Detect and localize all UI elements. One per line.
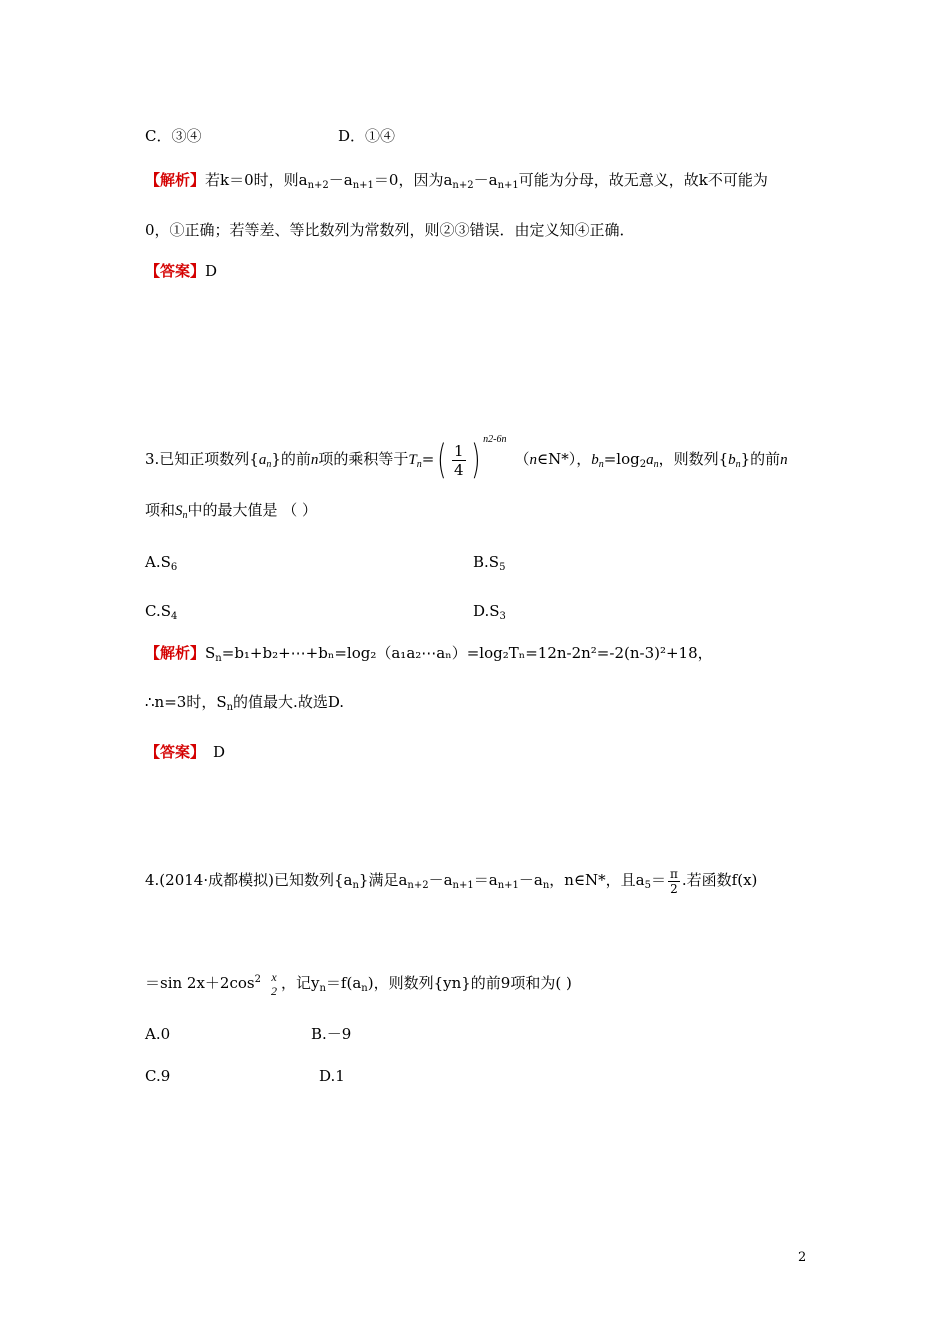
subscript: n xyxy=(361,983,368,994)
page-number: 2 xyxy=(798,1250,807,1265)
var: S xyxy=(175,503,183,519)
q2-analysis-line2: 0，①正确；若等差、等比数列为常数列，则②③错误．由定义知④正确． xyxy=(145,221,635,239)
var: a xyxy=(258,452,267,468)
text: 中的最大值是 （ ） xyxy=(187,501,318,519)
var: b xyxy=(728,452,736,468)
text: =b₁+b₂+⋯+bₙ=log₂（a₁a₂⋯aₙ）=log₂Tₙ=12n-2n²=-2(n-3)²+18， xyxy=(221,644,713,662)
text: .若函数f(x) xyxy=(681,871,758,889)
fraction-pi-over-2 xyxy=(668,867,680,896)
subscript: n xyxy=(598,459,604,470)
subscript: n+1 xyxy=(497,180,519,191)
text: －a xyxy=(428,871,453,889)
q2-option-c: C．③④ xyxy=(145,127,202,145)
var: n xyxy=(310,452,319,468)
left-paren: ( xyxy=(437,437,447,483)
q3-analysis-line1 xyxy=(145,643,713,669)
q3-analysis-line2 xyxy=(145,692,344,718)
subscript: n xyxy=(542,880,550,891)
q2-answer xyxy=(145,261,217,281)
q2-analysis-line1 xyxy=(145,170,768,196)
text: ＝0，因为a xyxy=(373,171,453,189)
text: C.S xyxy=(145,602,171,620)
subscript: n+1 xyxy=(352,180,374,191)
answer-tag: 【答案】 xyxy=(145,262,206,280)
text: 4.(2014·成都模拟)已知数列{a xyxy=(145,871,353,889)
q3-stem-line2 xyxy=(145,500,317,526)
subscript: n xyxy=(215,653,222,664)
q2-option-d: D．①④ xyxy=(338,127,396,145)
subscript: n+1 xyxy=(452,880,474,891)
q3-option-b xyxy=(473,552,505,578)
text: ，记y xyxy=(280,974,320,992)
superscript: 2 xyxy=(254,974,261,985)
text: 3.已知正项数列{ xyxy=(145,450,259,468)
q3-stem-line1 xyxy=(145,410,788,483)
subscript: n xyxy=(352,880,359,891)
numerator: π xyxy=(670,866,678,881)
text: 项和 xyxy=(145,501,176,519)
q4-option-b: B.－9 xyxy=(311,1025,352,1043)
subscript: n+2 xyxy=(452,180,474,191)
subscript: n+2 xyxy=(307,180,329,191)
subscript: n xyxy=(735,459,741,470)
text: }的前 xyxy=(271,450,311,468)
subscript: n xyxy=(182,510,188,521)
subscript: 2 xyxy=(639,459,647,470)
denominator: 4 xyxy=(453,460,464,479)
text: B.S xyxy=(473,553,500,571)
subscript: 3 xyxy=(499,611,506,622)
text: ∈N*）， xyxy=(536,450,592,468)
var: b xyxy=(591,452,599,468)
text: ，n∈N*，且a xyxy=(549,871,645,889)
subscript: n xyxy=(653,459,659,470)
text: }满足a xyxy=(358,871,408,889)
text: ，则数列{ xyxy=(658,450,729,468)
subscript: n xyxy=(319,983,326,994)
text: )，则数列{yn}的前9项和为( ) xyxy=(367,974,572,992)
subscript: 5 xyxy=(644,880,651,891)
analysis-tag: 【解析】 xyxy=(145,171,206,189)
text: ＝a xyxy=(473,871,498,889)
right-paren: ) xyxy=(470,437,480,483)
q4-option-a: A.0 xyxy=(145,1025,171,1043)
fraction-x-over-2 xyxy=(269,970,279,998)
text: －a xyxy=(473,171,498,189)
q4-option-d: D.1 xyxy=(319,1067,345,1085)
q3-option-d xyxy=(473,601,506,627)
subscript: n+2 xyxy=(407,880,429,891)
text: －a xyxy=(328,171,353,189)
text: 项的乘积等于 xyxy=(318,450,409,468)
text: 的值最大.故选D. xyxy=(233,693,345,711)
var: n xyxy=(780,452,788,468)
subscript: n xyxy=(226,702,234,713)
exponent: n2-6n xyxy=(483,434,507,445)
denominator: 2 xyxy=(270,984,277,998)
text: D.S xyxy=(473,602,500,620)
text: 若k＝0时，则a xyxy=(205,171,308,189)
answer-tag: 【答案】 xyxy=(145,743,206,761)
subscript: n xyxy=(266,459,272,470)
q3-answer xyxy=(145,742,225,762)
text: ＝f(a xyxy=(325,974,362,992)
subscript: n xyxy=(416,459,422,470)
subscript: 6 xyxy=(170,562,178,573)
var: n xyxy=(529,452,537,468)
analysis-tag: 【解析】 xyxy=(145,644,206,662)
answer-value: D xyxy=(213,743,226,761)
text: 可能为分母，故无意义，故k不可能为 xyxy=(518,171,768,189)
denominator: 2 xyxy=(670,881,678,896)
text: =log xyxy=(603,450,640,468)
q3-option-a xyxy=(145,552,177,578)
text: S xyxy=(205,644,216,662)
q4-stem-line1 xyxy=(145,860,757,900)
numerator: 1 xyxy=(453,441,464,460)
answer-value: D xyxy=(205,262,218,280)
subscript: n+1 xyxy=(497,880,519,891)
text: （ xyxy=(514,450,530,468)
q4-stem-line2 xyxy=(145,960,572,1000)
text: ＝ xyxy=(651,871,667,889)
text: ∴n=3时，S xyxy=(145,693,227,711)
text: ＝sin 2x＋2cos xyxy=(145,974,255,992)
subscript: 4 xyxy=(171,611,178,622)
q3-option-c xyxy=(145,601,177,627)
numerator: x xyxy=(271,970,277,984)
q4-option-c: C.9 xyxy=(145,1067,171,1085)
var: a xyxy=(646,452,654,468)
var: T xyxy=(408,452,417,468)
fraction-one-quarter xyxy=(452,442,466,479)
text: = xyxy=(421,450,435,468)
text: A.S xyxy=(145,553,171,571)
subscript: 5 xyxy=(499,562,506,573)
text: }的前 xyxy=(740,450,781,468)
text: －a xyxy=(518,871,543,889)
